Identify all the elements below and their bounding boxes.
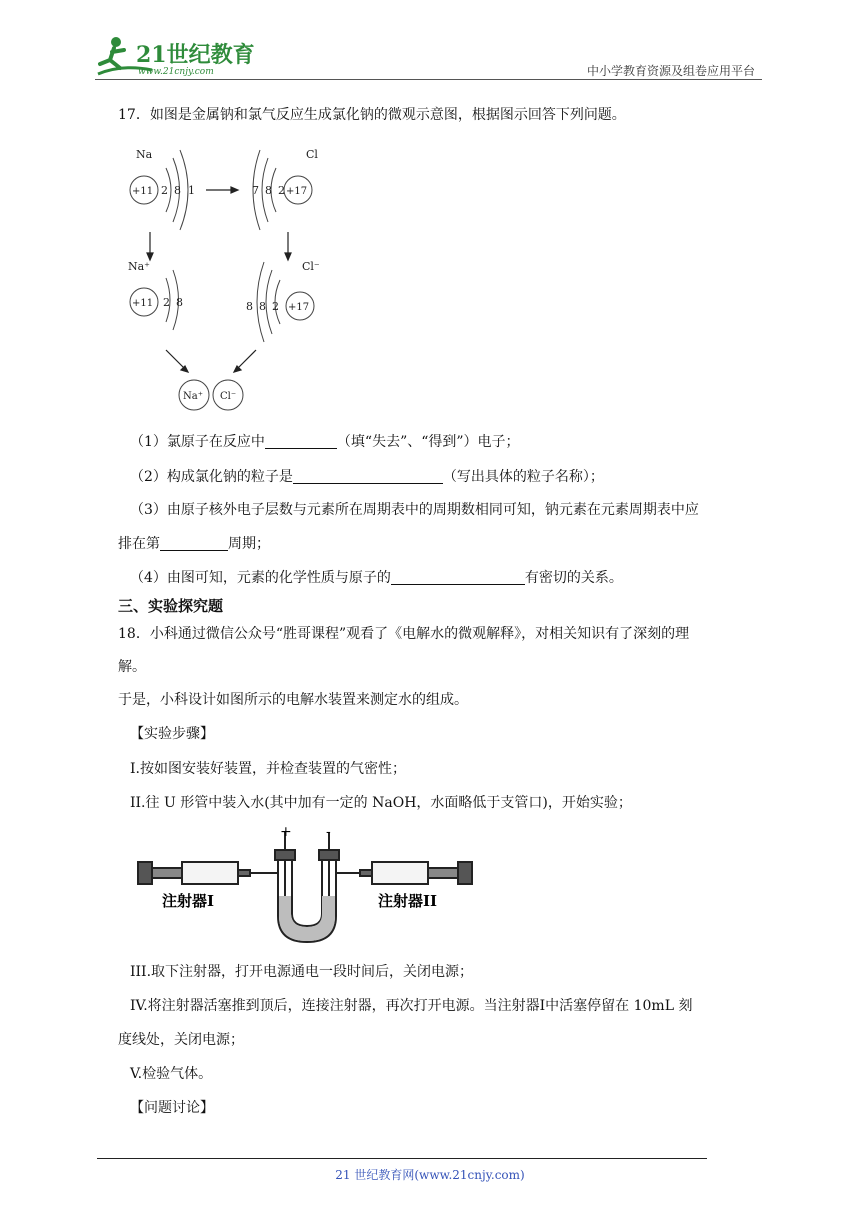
q17-sub3-text: 排在第 [118,536,160,552]
footer-link[interactable]: 21 世纪教育网(www.21cnjy.com) [335,1168,525,1182]
cl-shell-3: 2 [278,184,285,197]
na-shell-1: 2 [161,184,168,197]
step-5: V.检验气体。 [130,1066,213,1082]
positive-terminal: + [280,826,292,840]
answer-blank-3[interactable] [160,536,228,551]
nacl-reaction-diagram [118,140,328,412]
platform-name: 中小学教育资源及组卷应用平台 [586,64,755,78]
footer-divider [97,1158,707,1159]
cl-atom-label: Cl [306,148,318,161]
q18-line1: 18．小科通过微信公众号“胜哥课程”观看了《电解水的微观解释》，对相关知识有了深刻的理 [118,626,690,642]
answer-blank-2[interactable] [293,469,443,484]
q17-sub4-text: （4）由图可知，元素的化学性质与原子的 [130,570,391,586]
cl-shell-1: 7 [252,184,259,197]
q17-sub2-text: （2）构成氯化钠的粒子是 [130,469,293,485]
cl-ion-shell-2: 8 [259,300,266,313]
steps-title: 【实验步骤】 [130,726,214,742]
step-2: II.往 U 形管中装入水(其中加有一定的 NaOH，水面略低于支管口)，开始实验； [130,795,632,811]
q17-sub4 [130,568,623,588]
negative-terminal: - [326,826,331,840]
q17-sub2-hint: （写出具体的粒子名称）； [442,469,604,485]
syringe-2-label: 注射器II [378,892,438,910]
discussion-title: 【问题讨论】 [130,1100,214,1116]
na-nucleus: +11 [132,186,154,197]
answer-blank-1[interactable] [265,434,337,449]
q18-line3: 于是，小科设计如图所示的电解水装置来测定水的组成。 [118,692,468,708]
product-na-ion: Na⁺ [183,391,203,402]
q17-sub1-hint: （填“失去”、“得到”）电子； [336,434,520,450]
site-logo [92,34,262,80]
q17-sub1-text: （1）氯原子在反应中 [130,434,265,450]
syringe-1-label: 注射器I [162,892,215,910]
q17-sub1 [130,432,520,452]
na-ion-shell-2: 8 [176,296,183,309]
q17-sub2 [130,467,604,487]
cl-ion-label: Cl⁻ [302,260,320,273]
logo-url: www.21cnjy.com [138,67,214,77]
answer-blank-4[interactable] [391,570,525,585]
section-heading: 三、实验探究题 [118,597,224,615]
cl-ion-nucleus: +17 [288,302,310,313]
na-ion-shell-1: 2 [163,296,170,309]
step-3: III.取下注射器，打开电源通电一段时间后，关闭电源； [130,964,474,980]
q17-sub3-end: 周期； [228,536,270,552]
cl-shell-2: 8 [265,184,272,197]
electrolysis-apparatus [132,826,482,950]
q18-line2: 解。 [118,659,146,675]
q17-stem: 17．如图是金属钠和氯气反应生成氯化钠的微观示意图，根据图示回答下列问题。 [118,107,626,123]
q17-sub3-line1: （3）由原子核外电子层数与元素所在周期表中的周期数相同可知，钠元素在元素周期表中应 [130,502,699,518]
cl-ion-shell-3: 2 [272,300,279,313]
na-shell-2: 8 [174,184,181,197]
na-ion-label: Na⁺ [128,260,150,273]
q17-sub3-line2 [118,534,270,554]
header-divider [95,79,762,80]
step-4-line2: 度线处，关闭电源； [118,1032,244,1048]
step-4-line1: IV.将注射器活塞推到顶后，连接注射器，再次打开电源。当注射器Ⅰ中活塞停留在 10mL 刻 [130,998,693,1014]
cl-ion-shell-1: 8 [246,300,253,313]
na-ion-nucleus: +11 [132,298,154,309]
na-atom-label: Na [136,148,153,161]
q17-sub4-end: 有密切的关系。 [524,570,623,586]
step-1: I.按如图安装好装置，并检查装置的气密性； [130,761,406,777]
logo-text: 21世纪教育 [136,42,255,68]
na-shell-3: 1 [188,184,195,197]
product-cl-ion: Cl⁻ [220,391,237,402]
cl-nucleus: +17 [286,186,308,197]
